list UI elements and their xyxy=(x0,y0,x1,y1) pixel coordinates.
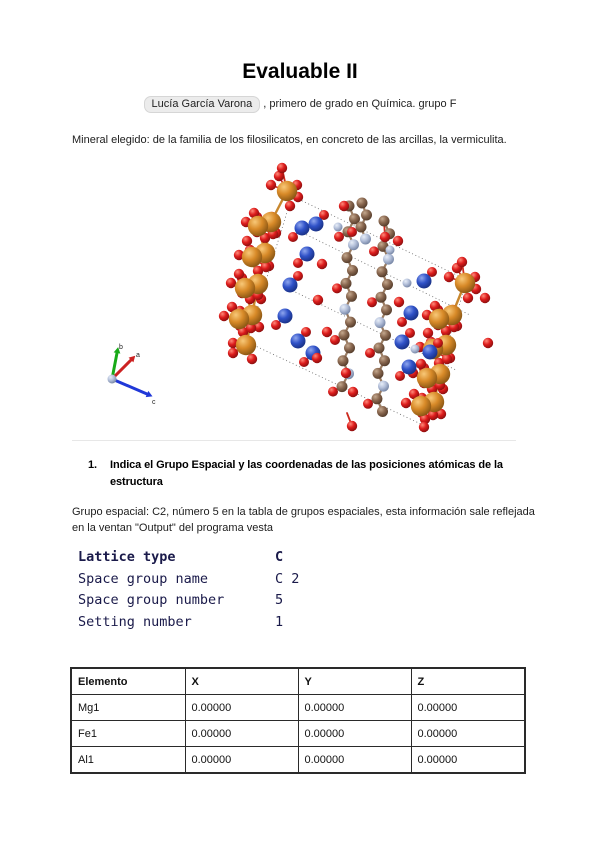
console-line xyxy=(78,612,299,634)
space-group-paragraph: Grupo espacial: C2, número 5 en la tabla de grupos espaciales, esta información sale reflejada en la ventan "Output" del programa vesta xyxy=(72,506,535,534)
table-cell: 0.00000 xyxy=(185,747,298,774)
table-row xyxy=(71,695,525,721)
console-label: Space group number xyxy=(78,592,225,608)
table-row xyxy=(71,721,525,747)
console-value: 5 xyxy=(275,592,284,608)
table-header-cell: Y xyxy=(298,668,411,695)
intro-paragraph: Mineral elegido: de la familia de los filosilicatos, en concreto de las arcillas, la vermiculita. xyxy=(72,134,507,146)
svg-text:c: c xyxy=(152,399,156,406)
svg-text:a: a xyxy=(136,352,140,359)
author-suffix: , primero de grado en Química. grupo F xyxy=(263,98,457,110)
console-line xyxy=(78,547,299,569)
section1-heading-text: Indica el Grupo Espacial y las coordenadas de las posiciones atómicas de la estructura xyxy=(110,459,503,488)
console-label: Setting number xyxy=(78,613,192,630)
section1-heading xyxy=(88,457,532,490)
crystal-figure xyxy=(95,158,505,440)
table-cell: 0.00000 xyxy=(411,721,525,747)
author-highlight: Lucía García Varona xyxy=(144,96,261,113)
page-title: Evaluable II xyxy=(242,60,358,83)
table-header-cell: Z xyxy=(411,668,525,695)
console-value: 1 xyxy=(275,613,284,630)
console-label: Space group name xyxy=(78,570,209,587)
table-header-cell: X xyxy=(185,668,298,695)
coords-table-body xyxy=(71,695,525,774)
console-value: C xyxy=(275,549,284,565)
table-cell: Mg1 xyxy=(71,695,185,721)
console-value: C 2 xyxy=(275,570,300,587)
table-cell: Fe1 xyxy=(71,721,185,747)
axes-widget xyxy=(108,344,157,406)
console-line xyxy=(78,569,299,591)
coords-table xyxy=(70,667,526,774)
console-line xyxy=(78,590,299,612)
table-cell: 0.00000 xyxy=(411,747,525,774)
svg-text:b: b xyxy=(119,344,123,351)
atoms-layer xyxy=(219,163,493,432)
table-cell: Al1 xyxy=(71,747,185,774)
author-line xyxy=(0,96,600,113)
table-cell: 0.00000 xyxy=(185,695,298,721)
table-cell: 0.00000 xyxy=(298,695,411,721)
table-cell: 0.00000 xyxy=(298,747,411,774)
section1-number: 1. xyxy=(88,459,97,471)
console-label: Lattice type xyxy=(78,549,176,565)
section-divider xyxy=(72,440,516,441)
crystal-structure-svg xyxy=(95,158,505,440)
coords-table-header-row xyxy=(71,668,525,695)
table-cell: 0.00000 xyxy=(411,695,525,721)
table-cell: 0.00000 xyxy=(298,721,411,747)
console-output xyxy=(78,547,299,633)
table-row xyxy=(71,747,525,774)
table-header-cell: Elemento xyxy=(71,668,185,695)
table-cell: 0.00000 xyxy=(185,721,298,747)
